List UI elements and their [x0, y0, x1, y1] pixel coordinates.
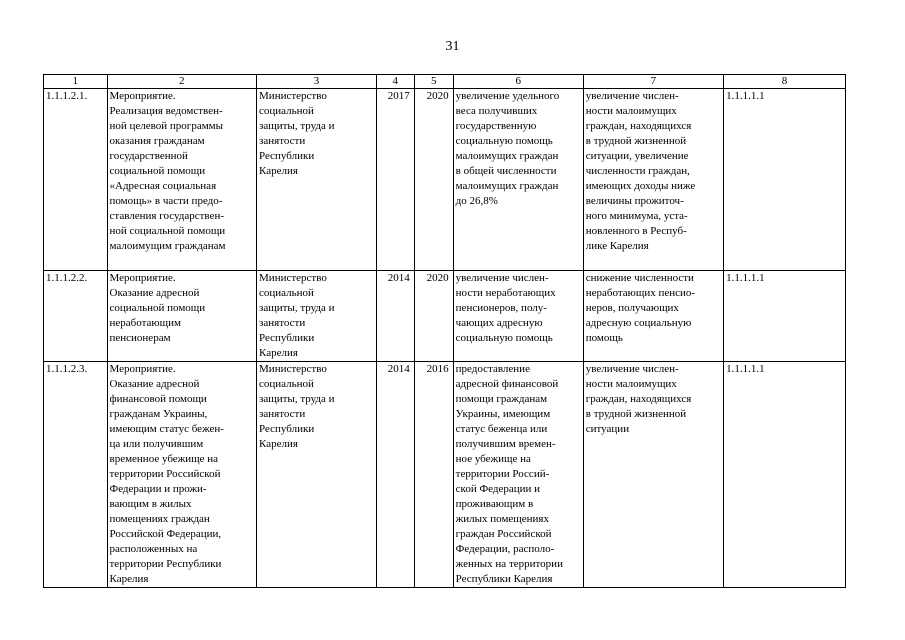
column-number: 5	[414, 75, 453, 89]
consequence-cell: увеличение числен- ности малоимущих граждан, находящихся в трудной жизненной ситуации, увеличение численности граждан, имеющих доходы ниже величины прожиточ- ного минимума, уста- новленного в Респуб- лике Карелия	[583, 89, 723, 271]
activities-table	[43, 74, 846, 588]
end-year-cell: 2016	[414, 362, 453, 588]
row-code: 1.1.1.2.3.	[44, 362, 108, 588]
table-row	[44, 362, 846, 588]
result-cell: увеличение числен- ности неработающих пенсионеров, полу- чающих адресную социальную помощь	[453, 271, 583, 362]
executor-cell: Министерство социальной защиты, труда и занятости Республики Карелия	[257, 271, 377, 362]
end-year-cell: 2020	[414, 89, 453, 271]
activity-cell: Мероприятие. Оказание адресной финансовой помощи гражданам Украины, имеющим статус бежен- ца или получившим временное убежище на территории Российской Федерации и прожи- вающим в жилых помещениях граждан Российской Федерации, расположенных на территории Республики Карелия	[107, 362, 257, 588]
table-row	[44, 271, 846, 362]
executor-cell: Министерство социальной защиты, труда и занятости Республики Карелия	[257, 89, 377, 271]
row-code: 1.1.1.2.2.	[44, 271, 108, 362]
column-number: 7	[583, 75, 723, 89]
page-number: 31	[445, 39, 460, 54]
column-number: 3	[257, 75, 377, 89]
row-code: 1.1.1.2.1.	[44, 89, 108, 271]
consequence-cell: увеличение числен- ности малоимущих граждан, находящихся в трудной жизненной ситуации	[583, 362, 723, 588]
column-number-row	[44, 75, 846, 89]
consequence-cell: снижение численности неработающих пенсио- неров, получающих адресную социальную помощь	[583, 271, 723, 362]
column-number: 1	[44, 75, 108, 89]
activity-cell: Мероприятие. Реализация ведомствен- ной целевой программы оказания гражданам государственной социальной помощи «Адресная социальная помощь» в части предо- ставления государствен- ной социальной помощи малоимущим гражданам	[107, 89, 257, 271]
table-row	[44, 89, 846, 271]
column-number: 8	[724, 75, 846, 89]
column-number: 6	[453, 75, 583, 89]
link-cell: 1.1.1.1.1	[724, 271, 846, 362]
start-year-cell: 2017	[376, 89, 414, 271]
start-year-cell: 2014	[376, 271, 414, 362]
activity-cell: Мероприятие. Оказание адресной социальной помощи неработающим пенсионерам	[107, 271, 257, 362]
column-number: 2	[107, 75, 257, 89]
result-cell: предоставление адресной финансовой помощи гражданам Украины, имеющим статус беженца или получившим времен- ное убежище на территории Россий- ской Федерации и проживающим в жилых помещениях граждан Российской Федерации, располо- женных на территории Республики Карелия	[453, 362, 583, 588]
start-year-cell: 2014	[376, 362, 414, 588]
column-number: 4	[376, 75, 414, 89]
executor-cell: Министерство социальной защиты, труда и занятости Республики Карелия	[257, 362, 377, 588]
link-cell: 1.1.1.1.1	[724, 362, 846, 588]
end-year-cell: 2020	[414, 271, 453, 362]
link-cell: 1.1.1.1.1	[724, 89, 846, 271]
result-cell: увеличение удельного веса получивших государственную социальную помощь малоимущих граждан в общей численности малоимущих граждан до 26,8%	[453, 89, 583, 271]
